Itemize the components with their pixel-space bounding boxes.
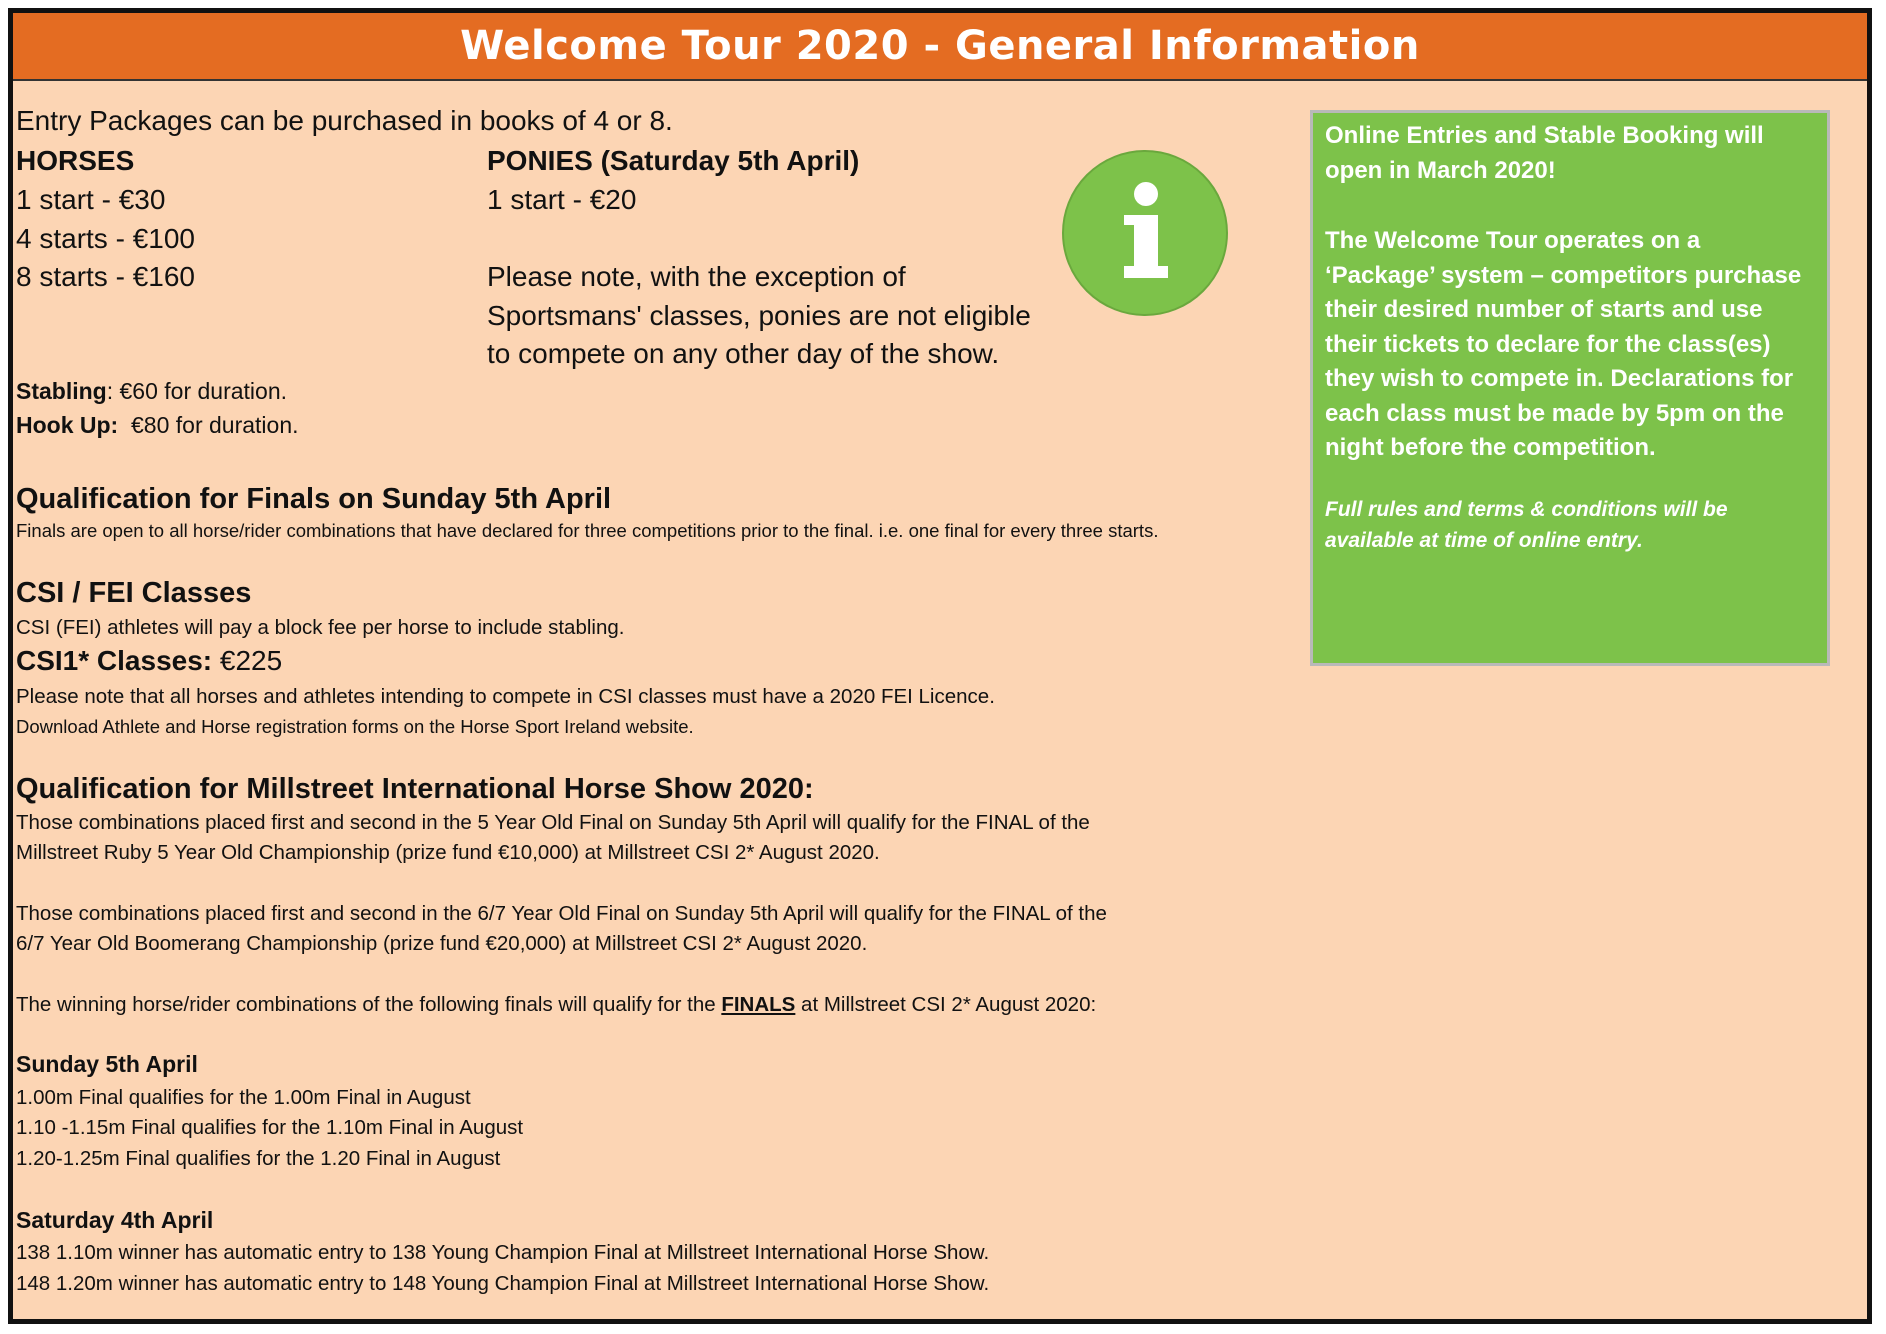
saturday-line-1: 138 1.10m winner has automatic entry to 138 Young Champion Final at Millstreet International Horse Show.	[16, 1241, 990, 1264]
csi-text: CSI (FEI) athletes will pay a block fee per horse to include stabling.	[16, 616, 625, 639]
hookup-fee	[16, 412, 299, 439]
sunday-heading: Sunday 5th April	[16, 1051, 198, 1077]
stabling-value: : €60 for duration.	[106, 378, 288, 404]
info-icon	[1062, 150, 1228, 316]
horses-price-1: 1 start - €30	[16, 184, 166, 215]
panel-p2-line-5: they wish to compete in. Declarations for	[1325, 365, 1794, 392]
intro-text: Entry Packages can be purchased in books of 4 or 8.	[16, 105, 673, 136]
csi-classes-label: CSI1* Classes:	[16, 645, 213, 676]
stabling-label: Stabling	[16, 378, 107, 404]
panel-p3-line-1: Full rules and terms & conditions will be	[1325, 497, 1728, 521]
stabling-fee	[16, 378, 287, 405]
millstreet-p2-line-2: 6/7 Year Old Boomerang Championship (prize fund €20,000) at Millstreet CSI 2* August 2020.	[16, 932, 868, 955]
csi-classes	[16, 645, 282, 677]
ponies-note-line-1: Please note, with the exception of	[487, 261, 906, 292]
horses-price-3: 8 starts - €160	[16, 261, 195, 292]
ponies-note-line-2: Sportsmans' classes, ponies are not eligible	[487, 300, 1031, 331]
hookup-value: €80 for duration.	[131, 412, 299, 438]
qual-finals-text: Finals are open to all horse/rider combinations that have declared for three competitions prior to the final. i.e. one final for every three starts.	[16, 520, 1159, 541]
csi-heading: CSI / FEI Classes	[16, 577, 252, 609]
hookup-label: Hook Up:	[16, 412, 119, 438]
ponies-note-line-3: to compete on any other day of the show.	[487, 338, 1000, 369]
panel-p2-line-6: each class must be made by 5pm on the	[1325, 399, 1784, 427]
ponies-price: 1 start - €20	[487, 184, 637, 215]
panel-p2-line-3: their desired number of starts and use	[1325, 296, 1763, 323]
saturday-line-2: 148 1.20m winner has automatic entry to 148 Young Champion Final at Millstreet International Horse Show.	[16, 1272, 990, 1295]
panel-p2-line-7: night before the competition.	[1325, 434, 1656, 461]
panel-p2-line-2: ‘Package’ system – competitors purchase	[1325, 261, 1802, 289]
millstreet-p1-line-1: Those combinations placed first and second in the 5 Year Old Final on Sunday 5th April will qualify for the FINAL of the	[16, 811, 1090, 834]
sunday-line-2: 1.10 -1.15m Final qualifies for the 1.10m Final in August	[16, 1116, 524, 1139]
csi-note-1: Please note that all horses and athletes intending to compete in CSI classes must have a 2020 FEI Licence.	[16, 685, 995, 708]
panel-p2-line-1: The Welcome Tour operates on a	[1325, 227, 1701, 254]
millstreet-p3-before: The winning horse/rider combinations of the following finals will qualify for the	[16, 993, 722, 1016]
qual-finals-heading: Qualification for Finals on Sunday 5th April	[16, 483, 612, 515]
horses-heading: HORSES	[16, 145, 135, 176]
millstreet-p3	[16, 993, 1096, 1017]
sunday-line-3: 1.20-1.25m Final qualifies for the 1.20 Final in August	[16, 1147, 501, 1170]
horses-price-2: 4 starts - €100	[16, 223, 195, 254]
millstreet-p1-line-2: Millstreet Ruby 5 Year Old Championship (prize fund €10,000) at Millstreet CSI 2* August 2020.	[16, 841, 880, 864]
millstreet-p2-line-1: Those combinations placed first and second in the 6/7 Year Old Final on Sunday 5th April will qualify for the FINAL of the	[16, 902, 1107, 925]
panel-p1-line-2: open in March 2020!	[1325, 156, 1556, 184]
ponies-heading: PONIES (Saturday 5th April)	[487, 145, 860, 176]
millstreet-p3-after: at Millstreet CSI 2* August 2020:	[795, 993, 1097, 1016]
csi-note-2: Download Athlete and Horse registration forms on the Horse Sport Ireland website.	[16, 716, 694, 737]
csi-classes-value: €225	[219, 645, 283, 676]
finals-link: FINALS	[721, 993, 796, 1016]
millstreet-heading: Qualification for Millstreet International Horse Show 2020:	[16, 773, 814, 805]
saturday-heading: Saturday 4th April	[16, 1207, 214, 1233]
panel-p2-line-4: their tickets to declare for the class(es)	[1325, 330, 1771, 358]
sunday-line-1: 1.00m Final qualifies for the 1.00m Final in August	[16, 1086, 471, 1109]
page-title: Welcome Tour 2020 - General Information	[13, 13, 1867, 81]
panel-p1-line-1: Online Entries and Stable Booking will	[1325, 122, 1764, 149]
panel-p3-line-2: available at time of online entry.	[1325, 528, 1643, 552]
online-entries-panel	[1310, 110, 1830, 666]
